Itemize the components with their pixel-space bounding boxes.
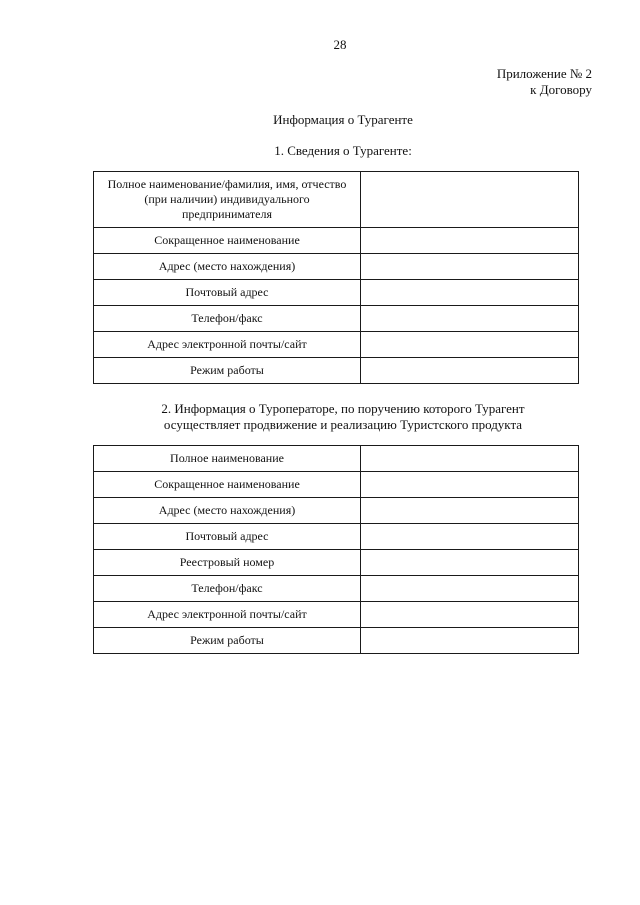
table-row (94, 472, 579, 498)
table-row (94, 332, 579, 358)
row-label: Адрес электронной почты/сайт (94, 602, 361, 628)
row-value (361, 280, 579, 306)
appendix-line-2: к Договору (530, 82, 592, 97)
table-row (94, 576, 579, 602)
table-row (94, 602, 579, 628)
row-label: Полное наименование/фамилия, имя, отчество (при наличии) индивидуального предпринимателя (94, 172, 361, 228)
table-row (94, 524, 579, 550)
row-value (361, 550, 579, 576)
row-label: Телефон/факс (94, 576, 361, 602)
row-value (361, 472, 579, 498)
row-label: Адрес электронной почты/сайт (94, 332, 361, 358)
section-2-heading-line-2: осуществляет продвижение и реализацию Туристского продукта (163, 417, 523, 432)
row-value (361, 254, 579, 280)
row-value (361, 228, 579, 254)
table-row (94, 446, 579, 472)
table-row (94, 172, 579, 228)
table-row (94, 358, 579, 384)
row-value (361, 628, 579, 654)
appendix-line-1: Приложение № 2 (496, 66, 592, 81)
table-row (94, 550, 579, 576)
row-label: Почтовый адрес (94, 280, 361, 306)
row-label: Реестровый номер (94, 550, 361, 576)
page-number: 28 (333, 37, 347, 52)
row-label: Почтовый адрес (94, 524, 361, 550)
table-row (94, 254, 579, 280)
row-label: Сокращенное наименование (94, 472, 361, 498)
row-label: Сокращенное наименование (94, 228, 361, 254)
section-2-heading-line-1: 2. Информация о Туроператоре, по поручению которого Турагент (161, 401, 525, 416)
row-value (361, 576, 579, 602)
row-value (361, 306, 579, 332)
table-row (94, 628, 579, 654)
appendix-reference (497, 66, 592, 98)
row-value (361, 524, 579, 550)
row-label: Адрес (место нахождения) (94, 498, 361, 524)
table-row (94, 498, 579, 524)
document-title: Информация о Турагенте (273, 112, 413, 127)
section-1-heading: 1. Сведения о Турагенте: (274, 143, 412, 158)
row-label: Режим работы (94, 358, 361, 384)
row-value (361, 332, 579, 358)
table-row (94, 228, 579, 254)
table-row (94, 280, 579, 306)
row-label: Адрес (место нахождения) (94, 254, 361, 280)
row-value (361, 602, 579, 628)
row-label: Телефон/факс (94, 306, 361, 332)
section-2-heading (0, 401, 640, 433)
row-value (361, 446, 579, 472)
row-label: Режим работы (94, 628, 361, 654)
row-label: Полное наименование (94, 446, 361, 472)
table-row (94, 306, 579, 332)
row-value (361, 498, 579, 524)
travel-agent-info-table (93, 171, 579, 384)
tour-operator-info-table (93, 445, 579, 654)
row-value (361, 358, 579, 384)
row-value (361, 172, 579, 228)
